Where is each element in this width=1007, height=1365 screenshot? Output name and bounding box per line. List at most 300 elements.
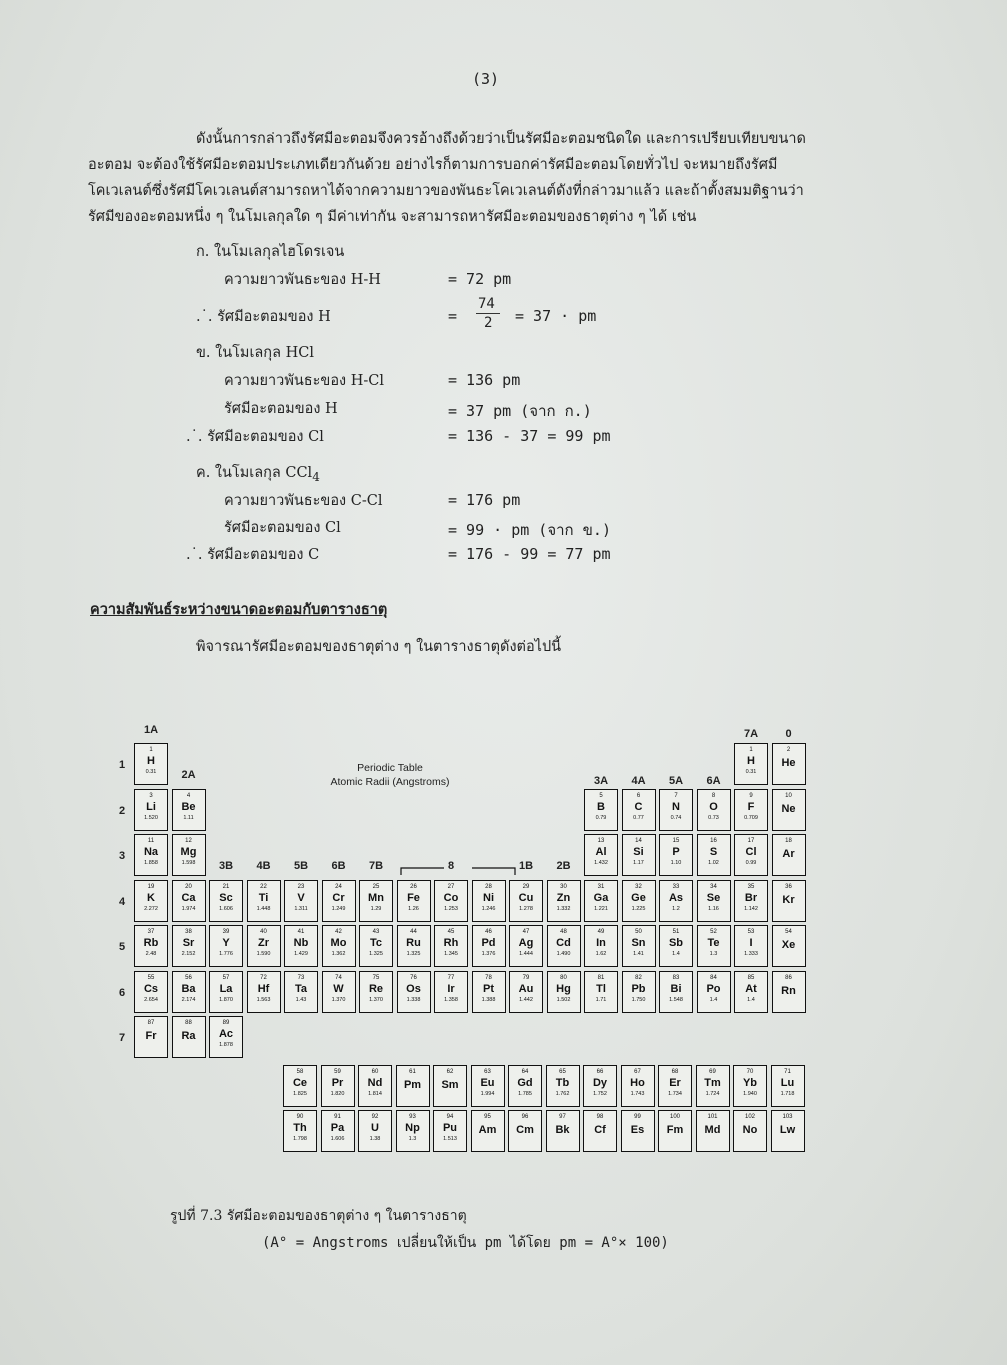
atomic-number: 47 bbox=[522, 929, 530, 935]
element-symbol: Pd bbox=[481, 937, 496, 949]
atomic-number: 56 bbox=[185, 974, 192, 981]
atomic-number: 100 bbox=[669, 1114, 680, 1120]
atomic-number: 1 bbox=[749, 747, 753, 753]
element-cell-sm bbox=[433, 1065, 467, 1107]
atomic-number: 14 bbox=[635, 838, 642, 844]
element-cell-tb bbox=[546, 1065, 580, 1107]
example-a-line2: .˙. รัศมีอะตอมของ H bbox=[196, 309, 331, 325]
element-cell-ag bbox=[509, 925, 543, 967]
element-cell-pr bbox=[321, 1065, 355, 1107]
atomic-radius: 1.776 bbox=[219, 951, 233, 957]
figure-caption: รูปที่ 7.3 รัศมีอะตอมของธาตุต่าง ๆ ในตารางธาตุ bbox=[170, 1208, 467, 1224]
element-cell-y bbox=[209, 925, 243, 967]
atomic-number: 55 bbox=[147, 974, 155, 981]
atomic-number: 25 bbox=[372, 883, 380, 890]
atomic-number: 10 bbox=[785, 792, 792, 799]
atomic-radius: 1.362 bbox=[331, 951, 346, 957]
atomic-number: 76 bbox=[410, 974, 417, 981]
atomic-number: 65 bbox=[559, 1069, 566, 1075]
element-cell-p bbox=[659, 834, 693, 876]
element-cell-rb bbox=[134, 925, 168, 967]
atomic-radius: 1.17 bbox=[633, 860, 644, 866]
atomic-number: 33 bbox=[672, 883, 680, 890]
element-cell-kr bbox=[772, 880, 806, 922]
element-symbol: Ca bbox=[181, 891, 196, 904]
group-label-4b: 4B bbox=[256, 860, 271, 872]
atomic-number: 93 bbox=[409, 1114, 416, 1120]
element-symbol: Y bbox=[222, 937, 230, 949]
atomic-radius: 1.974 bbox=[181, 905, 196, 912]
table-subtitle: Atomic Radii (Angstroms) bbox=[330, 776, 450, 788]
element-symbol: Po bbox=[706, 982, 721, 995]
element-cell-np bbox=[396, 1110, 430, 1152]
atomic-radius: 1.249 bbox=[331, 905, 346, 912]
atomic-number: 80 bbox=[560, 974, 567, 981]
element-symbol: Tb bbox=[555, 1077, 570, 1089]
atomic-number: 7 bbox=[674, 792, 678, 799]
atomic-number: 96 bbox=[521, 1114, 529, 1120]
atomic-number: 34 bbox=[710, 883, 717, 890]
period-label-5: 5 bbox=[119, 941, 126, 953]
atomic-radius: 1.29 bbox=[370, 905, 382, 912]
atomic-radius: 1.429 bbox=[294, 951, 308, 957]
atomic-radius: 0.74 bbox=[670, 814, 682, 821]
atomic-number: 9 bbox=[749, 792, 753, 799]
atomic-number: 87 bbox=[147, 1020, 155, 1026]
atomic-number: 28 bbox=[485, 883, 492, 890]
element-symbol: Ba bbox=[181, 982, 196, 995]
element-symbol: Br bbox=[744, 891, 758, 904]
element-symbol: Pm bbox=[403, 1079, 422, 1091]
element-symbol: Mn bbox=[368, 891, 384, 904]
atomic-number: 39 bbox=[222, 929, 230, 935]
paragraph-line: โคเวเลนต์ซึ่งรัศมีโคเวเลนต์สามารถหาได้จากความยาวของพันธะโคเวเลนต์ดังที่กล่าวมาแล้ว และถ้าตั้งสมมติฐานว่า bbox=[88, 183, 804, 199]
element-cell-au bbox=[509, 971, 543, 1013]
atomic-number: 51 bbox=[672, 929, 680, 935]
atomic-radius: 0.99 bbox=[745, 860, 757, 866]
element-cell-ta bbox=[284, 971, 318, 1013]
element-cell-cr bbox=[322, 880, 356, 922]
atomic-number: 31 bbox=[597, 883, 605, 890]
element-cell-c bbox=[622, 789, 656, 831]
element-symbol: Be bbox=[181, 800, 196, 813]
atomic-radius: 2.152 bbox=[181, 951, 196, 957]
element-symbol: Eu bbox=[480, 1077, 495, 1089]
atomic-number: 21 bbox=[222, 883, 230, 890]
element-symbol: Ge bbox=[631, 891, 646, 904]
atomic-number: 62 bbox=[446, 1069, 454, 1075]
element-cell-no bbox=[733, 1110, 767, 1152]
group-label-6b: 6B bbox=[331, 860, 346, 872]
atomic-radius: 2.654 bbox=[144, 996, 158, 1003]
element-cell-k bbox=[134, 880, 168, 922]
element-symbol: I bbox=[749, 937, 753, 949]
atomic-radius: 1.814 bbox=[368, 1091, 382, 1097]
atomic-number: 70 bbox=[746, 1069, 754, 1075]
atomic-radius: 1.442 bbox=[519, 996, 533, 1003]
element-cell-ho bbox=[621, 1065, 655, 1107]
atomic-radius: 1.338 bbox=[406, 996, 421, 1003]
element-symbol: Yb bbox=[742, 1077, 758, 1089]
element-symbol: Lw bbox=[779, 1124, 796, 1136]
atomic-number: 71 bbox=[784, 1069, 791, 1075]
period-label-7: 7 bbox=[119, 1032, 126, 1044]
atomic-radius: 1.490 bbox=[556, 951, 571, 957]
group-label-1a: 1A bbox=[143, 724, 159, 736]
atomic-radius: 1.376 bbox=[481, 951, 496, 957]
atomic-number: 13 bbox=[597, 838, 605, 844]
atomic-number: 24 bbox=[335, 883, 342, 890]
atomic-radius: 1.444 bbox=[519, 951, 533, 957]
element-cell-cu bbox=[509, 880, 543, 922]
element-symbol: Rb bbox=[143, 937, 159, 949]
atomic-radius: 1.4 bbox=[709, 996, 718, 1003]
element-cell-hf bbox=[247, 971, 281, 1013]
atomic-radius: 2.174 bbox=[181, 996, 196, 1003]
element-symbol: Os bbox=[406, 982, 421, 995]
element-cell-cd bbox=[547, 925, 581, 967]
atomic-number: 90 bbox=[296, 1114, 304, 1120]
element-cell-al bbox=[584, 834, 618, 876]
period-label-2: 2 bbox=[119, 804, 126, 817]
example-b-line2: รัศมีอะตอมของ H bbox=[224, 401, 338, 417]
atomic-radius: 1.26 bbox=[408, 905, 419, 912]
element-symbol: Pr bbox=[331, 1077, 344, 1089]
atomic-number: 92 bbox=[371, 1114, 379, 1120]
element-symbol: Np bbox=[405, 1122, 420, 1134]
element-symbol: Nb bbox=[293, 937, 309, 949]
atomic-radius: 1.785 bbox=[518, 1091, 532, 1097]
period-label-6: 6 bbox=[119, 986, 126, 999]
atomic-radius: 1.606 bbox=[330, 1136, 345, 1142]
atomic-radius: 1.752 bbox=[593, 1091, 607, 1097]
atomic-number: 83 bbox=[672, 974, 680, 981]
element-cell-sb bbox=[659, 925, 693, 967]
element-cell-w bbox=[322, 971, 356, 1013]
element-cell-te bbox=[697, 925, 731, 967]
atomic-radius: 1.41 bbox=[633, 951, 644, 957]
element-symbol: H bbox=[147, 755, 155, 767]
element-cell-zr bbox=[247, 925, 281, 967]
element-symbol: Zn bbox=[556, 891, 571, 904]
example-b-line3-value: = 136 - 37 = 99 pm bbox=[448, 427, 611, 445]
atomic-radius: 1.750 bbox=[631, 996, 646, 1003]
example-b-line1-value: = 136 pm bbox=[448, 371, 521, 389]
element-symbol: P bbox=[672, 846, 680, 858]
element-symbol: Na bbox=[143, 846, 159, 858]
atomic-radius: 1.370 bbox=[369, 996, 383, 1003]
atomic-number: 36 bbox=[785, 883, 792, 890]
element-symbol: Kr bbox=[782, 893, 795, 906]
atomic-number: 45 bbox=[447, 929, 455, 935]
atomic-number: 86 bbox=[785, 974, 792, 981]
element-cell-sr bbox=[172, 925, 206, 967]
atomic-radius: 1.333 bbox=[744, 951, 758, 957]
element-symbol: Nd bbox=[367, 1077, 383, 1089]
atomic-radius: 1.870 bbox=[219, 996, 233, 1003]
element-symbol: Ce bbox=[292, 1077, 308, 1089]
element-cell-tl bbox=[584, 971, 618, 1013]
atomic-radius: 1.448 bbox=[256, 905, 271, 912]
element-cell-sc bbox=[209, 880, 243, 922]
element-symbol: Ra bbox=[181, 1030, 196, 1042]
group-label-0: 0 bbox=[785, 728, 792, 740]
atomic-radius: 1.718 bbox=[780, 1091, 795, 1097]
example-a-line1-value: = 72 pm bbox=[448, 270, 512, 288]
atomic-number: 99 bbox=[634, 1114, 641, 1120]
intro-paragraph bbox=[88, 126, 868, 230]
element-cell-ir bbox=[434, 971, 468, 1013]
atomic-number: 16 bbox=[710, 838, 717, 844]
element-cell-ra bbox=[172, 1016, 206, 1058]
group-label-1b: 1B bbox=[518, 860, 534, 872]
atomic-number: 75 bbox=[372, 974, 380, 981]
atomic-number: 88 bbox=[185, 1020, 192, 1026]
element-symbol: Xe bbox=[781, 939, 796, 951]
atomic-number: 40 bbox=[260, 929, 267, 935]
element-symbol: La bbox=[219, 982, 233, 995]
element-cell-am bbox=[471, 1110, 505, 1152]
atomic-number: 94 bbox=[446, 1114, 454, 1120]
element-cell-pb bbox=[622, 971, 656, 1013]
element-cell-se bbox=[697, 880, 731, 922]
atomic-radius: 1.246 bbox=[481, 905, 496, 912]
element-cell-yb bbox=[733, 1065, 767, 1107]
element-symbol: Cl bbox=[745, 846, 757, 858]
example-b-line3: .˙. รัศมีอะตอมของ Cl bbox=[186, 429, 324, 445]
atomic-number: 43 bbox=[372, 929, 380, 935]
atomic-radius: 1.513 bbox=[443, 1136, 457, 1142]
atomic-number: 8 bbox=[711, 792, 716, 799]
atomic-number: 4 bbox=[186, 792, 191, 799]
atomic-number: 101 bbox=[707, 1114, 718, 1120]
element-cell-hg bbox=[547, 971, 581, 1013]
element-cell-si bbox=[622, 834, 656, 876]
element-cell-ga bbox=[584, 880, 618, 922]
atomic-radius: 1.4 bbox=[672, 951, 680, 957]
element-symbol: S bbox=[709, 846, 718, 858]
element-symbol: As bbox=[668, 891, 684, 904]
atomic-number: 79 bbox=[522, 974, 530, 981]
atomic-radius: 1.370 bbox=[331, 996, 346, 1003]
atomic-number: 46 bbox=[485, 929, 492, 935]
element-cell-ca bbox=[172, 880, 206, 922]
element-symbol: Ru bbox=[406, 937, 421, 949]
atomic-radius: 1.11 bbox=[183, 814, 194, 821]
element-cell-pd bbox=[472, 925, 506, 967]
element-cell-ge bbox=[622, 880, 656, 922]
example-c-line3-value: = 176 - 99 = 77 pm bbox=[448, 545, 611, 563]
group-label-3a: 3A bbox=[593, 775, 609, 787]
atomic-number: 5 bbox=[599, 792, 603, 799]
example-c-label-subscript: 4 bbox=[312, 469, 320, 484]
atomic-number: 42 bbox=[335, 929, 342, 935]
element-cell-fm bbox=[658, 1110, 692, 1152]
element-symbol: Pb bbox=[631, 982, 646, 995]
paragraph-line: อะตอม จะต้องใช้รัศมีอะตอมประเภทเดียวกันด้วย อย่างไรก็ตามการบอกค่ารัศมีอะตอมโดยทั่วไป จะหมายถึงรัศมี bbox=[88, 157, 778, 173]
element-cell-os bbox=[397, 971, 431, 1013]
example-c-line1: ความยาวพันธะของ C-Cl bbox=[224, 493, 383, 509]
element-symbol: Fe bbox=[407, 891, 420, 904]
atomic-radius: 1.253 bbox=[444, 905, 458, 912]
paragraph-line: รัศมีของอะตอมหนึ่ง ๆ ในโมเลกุลใด ๆ มีค่าเท่ากัน จะสามารถหารัศมีอะตอมของธาตุต่าง ๆ ได้ เช่น bbox=[88, 209, 697, 225]
atomic-number: 72 bbox=[260, 974, 267, 981]
element-cell-he bbox=[772, 743, 806, 785]
group-label-5a: 5A bbox=[668, 775, 684, 787]
example-b-label: ข. ในโมเลกุล HCl bbox=[196, 345, 314, 361]
element-cell-n bbox=[659, 789, 693, 831]
element-symbol: Md bbox=[704, 1124, 721, 1136]
atomic-number: 6 bbox=[636, 792, 641, 799]
element-cell-pt bbox=[472, 971, 506, 1013]
element-symbol: Li bbox=[146, 800, 156, 813]
atomic-number: 48 bbox=[560, 929, 567, 935]
element-symbol: W bbox=[333, 982, 344, 995]
atomic-number: 27 bbox=[447, 883, 455, 890]
element-symbol: Cu bbox=[518, 891, 534, 904]
atomic-number: 63 bbox=[484, 1069, 491, 1075]
element-cell-ar bbox=[772, 834, 806, 876]
atomic-radius: 1.743 bbox=[630, 1091, 645, 1097]
element-symbol: C bbox=[634, 800, 643, 813]
element-cell-bi bbox=[659, 971, 693, 1013]
atomic-number: 59 bbox=[334, 1069, 341, 1075]
atomic-number: 1 bbox=[149, 747, 153, 753]
element-symbol: No bbox=[742, 1124, 758, 1136]
atomic-radius: 0.31 bbox=[745, 769, 757, 775]
paragraph-line: ดังนั้นการกล่าวถึงรัศมีอะตอมจึงควรอ้างถึงด้วยว่าเป็นรัศมีอะตอมชนิดใด และการเปรียบเทียบขนาด bbox=[196, 131, 806, 147]
element-cell-cs bbox=[134, 971, 168, 1013]
element-symbol: Ta bbox=[294, 982, 308, 995]
element-symbol: Ac bbox=[218, 1028, 234, 1040]
atomic-radius: 1.62 bbox=[595, 951, 607, 957]
element-cell-co bbox=[434, 880, 468, 922]
atomic-number: 89 bbox=[222, 1020, 230, 1026]
atomic-number: 20 bbox=[185, 883, 192, 890]
atomic-number: 22 bbox=[260, 883, 267, 890]
atomic-radius: 1.142 bbox=[744, 905, 758, 912]
group-label-4a: 4A bbox=[631, 775, 646, 787]
element-symbol: Al bbox=[595, 846, 607, 858]
element-cell-at bbox=[734, 971, 768, 1013]
atomic-radius: 1.590 bbox=[256, 951, 271, 957]
atomic-number: 64 bbox=[521, 1069, 529, 1075]
element-symbol: Fr bbox=[145, 1030, 157, 1042]
element-symbol: Hg bbox=[556, 982, 571, 995]
element-cell-cl bbox=[734, 834, 768, 876]
atomic-number: 97 bbox=[559, 1114, 566, 1120]
example-a-label: ก. ในโมเลกุลไฮโดรเจน bbox=[196, 244, 345, 260]
element-cell-s bbox=[697, 834, 731, 876]
element-symbol: Re bbox=[368, 982, 384, 995]
atomic-number: 52 bbox=[710, 929, 717, 935]
element-cell-tm bbox=[696, 1065, 730, 1107]
atomic-radius: 2.48 bbox=[145, 951, 157, 957]
element-symbol: O bbox=[709, 800, 718, 813]
element-cell-ni bbox=[472, 880, 506, 922]
atomic-number: 95 bbox=[484, 1114, 491, 1120]
element-cell-f bbox=[734, 789, 768, 831]
atomic-number: 37 bbox=[147, 929, 155, 935]
example-c-line2: รัศมีอะตอมของ Cl bbox=[224, 520, 341, 536]
example-b-line2-value: = 37 pm (จาก ก.) bbox=[448, 402, 592, 420]
element-symbol: Cr bbox=[332, 891, 345, 904]
element-cell-as bbox=[659, 880, 693, 922]
element-symbol: Ir bbox=[447, 982, 455, 995]
element-symbol: Sb bbox=[668, 937, 684, 949]
element-symbol: Zr bbox=[258, 937, 269, 949]
atomic-radius: 1.734 bbox=[668, 1091, 682, 1097]
atomic-number: 85 bbox=[747, 974, 755, 981]
atomic-radius: 1.3 bbox=[408, 1136, 417, 1142]
element-symbol: U bbox=[371, 1122, 379, 1134]
element-cell-th bbox=[283, 1110, 317, 1152]
element-cell-po bbox=[697, 971, 731, 1013]
element-symbol: N bbox=[672, 800, 680, 813]
element-cell-li bbox=[134, 789, 168, 831]
atomic-radius: 1.2 bbox=[672, 905, 680, 912]
element-symbol: Lu bbox=[780, 1077, 795, 1089]
element-symbol: Hf bbox=[257, 982, 270, 995]
period-label-1: 1 bbox=[119, 759, 126, 771]
element-symbol: Dy bbox=[592, 1077, 608, 1089]
element-cell-h bbox=[134, 743, 168, 785]
atomic-radius: 1.606 bbox=[219, 905, 233, 912]
element-symbol: Cf bbox=[594, 1124, 606, 1136]
atomic-number: 29 bbox=[522, 883, 530, 890]
element-cell-nd bbox=[358, 1065, 392, 1107]
element-symbol: Fm bbox=[666, 1124, 684, 1136]
atomic-number: 60 bbox=[371, 1069, 379, 1075]
element-symbol: Ho bbox=[630, 1077, 645, 1089]
element-symbol: Cs bbox=[143, 982, 159, 995]
atomic-radius: 1.388 bbox=[481, 996, 496, 1003]
atomic-number: 77 bbox=[447, 974, 455, 981]
element-cell-b bbox=[584, 789, 618, 831]
example-c-line2-value: = 99 · pm (จาก ข.) bbox=[448, 521, 611, 539]
element-symbol: F bbox=[747, 800, 755, 813]
element-cell-v bbox=[284, 880, 318, 922]
element-symbol: B bbox=[597, 800, 605, 813]
element-symbol: Ga bbox=[593, 891, 609, 904]
atomic-radius: 1.858 bbox=[144, 860, 158, 866]
atomic-number: 32 bbox=[635, 883, 642, 890]
element-cell-rh bbox=[434, 925, 468, 967]
element-symbol: Tl bbox=[596, 982, 606, 995]
atomic-radius: 2.272 bbox=[144, 905, 158, 912]
example-c-line1-value: = 176 pm bbox=[448, 491, 521, 509]
atomic-number: 69 bbox=[709, 1069, 716, 1075]
element-cell-ru bbox=[397, 925, 431, 967]
atomic-number: 49 bbox=[597, 929, 605, 935]
atomic-number: 12 bbox=[185, 838, 192, 844]
element-symbol: Ti bbox=[258, 891, 269, 904]
element-cell-bk bbox=[546, 1110, 580, 1152]
atomic-number: 54 bbox=[785, 929, 792, 935]
element-cell-in bbox=[584, 925, 618, 967]
element-symbol: Sc bbox=[219, 891, 233, 904]
period-label-3: 3 bbox=[119, 850, 126, 862]
example-a-line1: ความยาวพันธะของ H-H bbox=[224, 272, 381, 288]
element-cell-rn bbox=[772, 971, 806, 1013]
atomic-number: 3 bbox=[149, 792, 153, 799]
atomic-number: 18 bbox=[785, 838, 792, 844]
element-cell-h bbox=[734, 743, 768, 785]
element-symbol: Th bbox=[293, 1122, 307, 1134]
element-cell-fr bbox=[134, 1016, 168, 1058]
atomic-radius: 1.825 bbox=[293, 1091, 307, 1097]
atomic-radius: 1.71 bbox=[595, 996, 607, 1003]
